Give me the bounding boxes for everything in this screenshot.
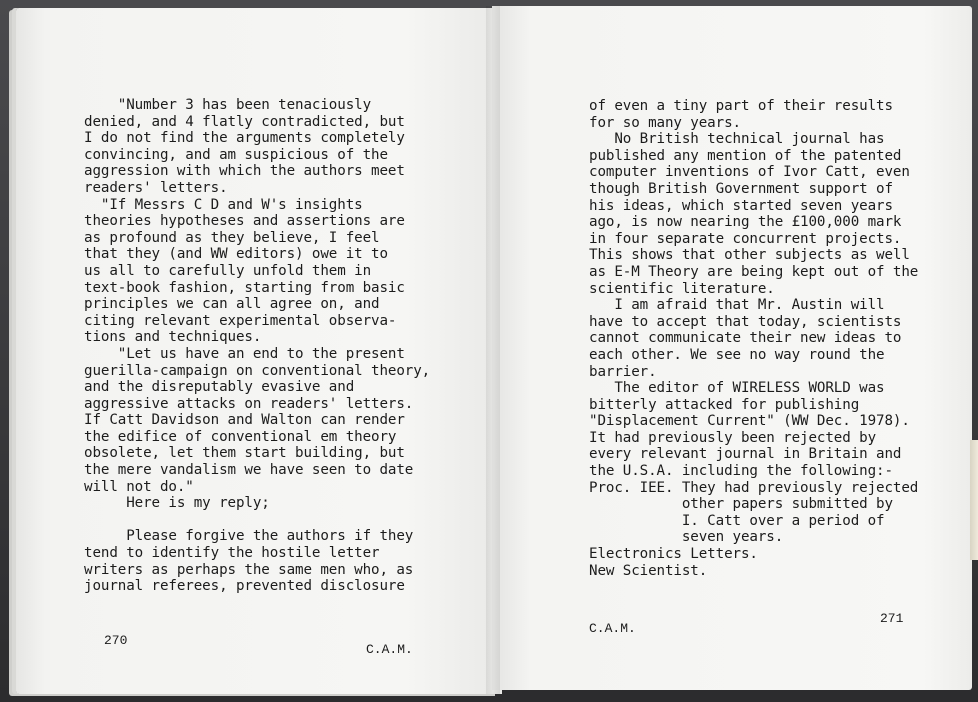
text-line: theories hypotheses and assertions are xyxy=(84,213,405,230)
text-line: the mere vandalism we have seen to date xyxy=(84,462,414,479)
text-line: computer inventions of Ivor Catt, even xyxy=(589,164,910,181)
text-line: for so many years. xyxy=(589,114,741,131)
text-line: New Scientist. xyxy=(589,562,708,579)
text-line: citing relevant experimental observa- xyxy=(84,312,397,329)
text-line: the U.S.A. including the following:- xyxy=(589,463,893,480)
text-line: though British Government support of xyxy=(589,180,893,197)
text-line: obsolete, let them start building, but xyxy=(84,445,405,462)
text-line: readers' letters. xyxy=(84,179,228,196)
text-line: "Let us have an end to the present xyxy=(84,345,405,362)
text-line: journal referees, prevented disclosure xyxy=(84,578,405,595)
right-page-number: 271 xyxy=(880,611,904,626)
text-line: I. Catt over a period of xyxy=(589,512,885,529)
text-line: denied, and 4 flatly contradicted, but xyxy=(84,113,405,130)
right-page-body xyxy=(589,98,918,579)
text-line: us all to carefully unfold them in xyxy=(84,262,372,279)
text-line: cannot communicate their new ideas to xyxy=(589,330,902,347)
text-line: of even a tiny part of their results xyxy=(589,98,893,114)
text-line: Please forgive the authors if they xyxy=(84,528,414,545)
text-line: published any mention of the patented xyxy=(589,147,902,164)
text-line: as profound as they believe, I feel xyxy=(84,229,380,246)
text-line: principles we can all agree on, and xyxy=(84,296,380,313)
text-line: as E-M Theory are being kept out of the xyxy=(589,263,919,280)
text-line: seven years. xyxy=(589,529,784,546)
text-line: writers as perhaps the same men who, as xyxy=(84,561,414,578)
text-line: bitterly attacked for publishing xyxy=(589,396,860,413)
text-line: tend to identify the hostile letter xyxy=(84,545,380,562)
text-line: "Displacement Current" (WW Dec. 1978). xyxy=(589,413,910,430)
text-line: each other. We see no way round the xyxy=(589,346,885,363)
text-line: ago, is now nearing the £100,000 mark xyxy=(589,214,902,231)
text-line: and the disreputably evasive and xyxy=(84,379,355,396)
left-page-initials: C.A.M. xyxy=(366,642,413,657)
right-page-initials: C.A.M. xyxy=(589,621,636,636)
text-line: convincing, and am suspicious of the xyxy=(84,146,388,163)
text-line: aggression with which the authors meet xyxy=(84,163,405,180)
text-line: Electronics Letters. xyxy=(589,546,758,563)
text-line: tions and techniques. xyxy=(84,329,262,346)
text-line: aggressive attacks on readers' letters. xyxy=(84,395,414,412)
text-line: his ideas, which started seven years xyxy=(589,197,893,214)
text-line: No British technical journal has xyxy=(589,131,885,148)
left-page-number: 270 xyxy=(104,633,128,648)
text-line: have to accept that today, scientists xyxy=(589,313,902,330)
text-line: the edifice of conventional em theory xyxy=(84,428,397,445)
text-line: If Catt Davidson and Walton can render xyxy=(84,412,405,429)
text-line: text-book fashion, starting from basic xyxy=(84,279,405,296)
text-line: "If Messrs C D and W's insights xyxy=(84,196,363,213)
text-line: I do not find the arguments completely xyxy=(84,130,405,147)
text-line: Here is my reply; xyxy=(84,495,270,512)
text-line: Proc. IEE. They had previously rejected xyxy=(589,479,919,496)
book-gutter xyxy=(486,6,500,694)
left-page-body xyxy=(84,97,430,595)
text-line: scientific literature. xyxy=(589,280,775,297)
right-page xyxy=(492,6,972,690)
text-line: "Number 3 has been tenaciously xyxy=(84,97,372,113)
text-line: The editor of WIRELESS WORLD was xyxy=(589,380,885,397)
left-page xyxy=(16,8,502,694)
text-line: barrier. xyxy=(589,363,657,380)
text-line: guerilla-campaign on conventional theory, xyxy=(84,362,431,379)
text-line: I am afraid that Mr. Austin will xyxy=(589,297,885,314)
text-line: It had previously been rejected by xyxy=(589,429,877,446)
text-line: that they (and WW editors) owe it to xyxy=(84,246,388,263)
page-edge-strip xyxy=(970,440,978,560)
text-line: This shows that other subjects as well xyxy=(589,247,910,264)
text-line: other papers submitted by xyxy=(589,496,893,513)
text-line: in four separate concurrent projects. xyxy=(589,230,902,247)
text-line: every relevant journal in Britain and xyxy=(589,446,902,463)
text-line: will not do." xyxy=(84,478,194,495)
